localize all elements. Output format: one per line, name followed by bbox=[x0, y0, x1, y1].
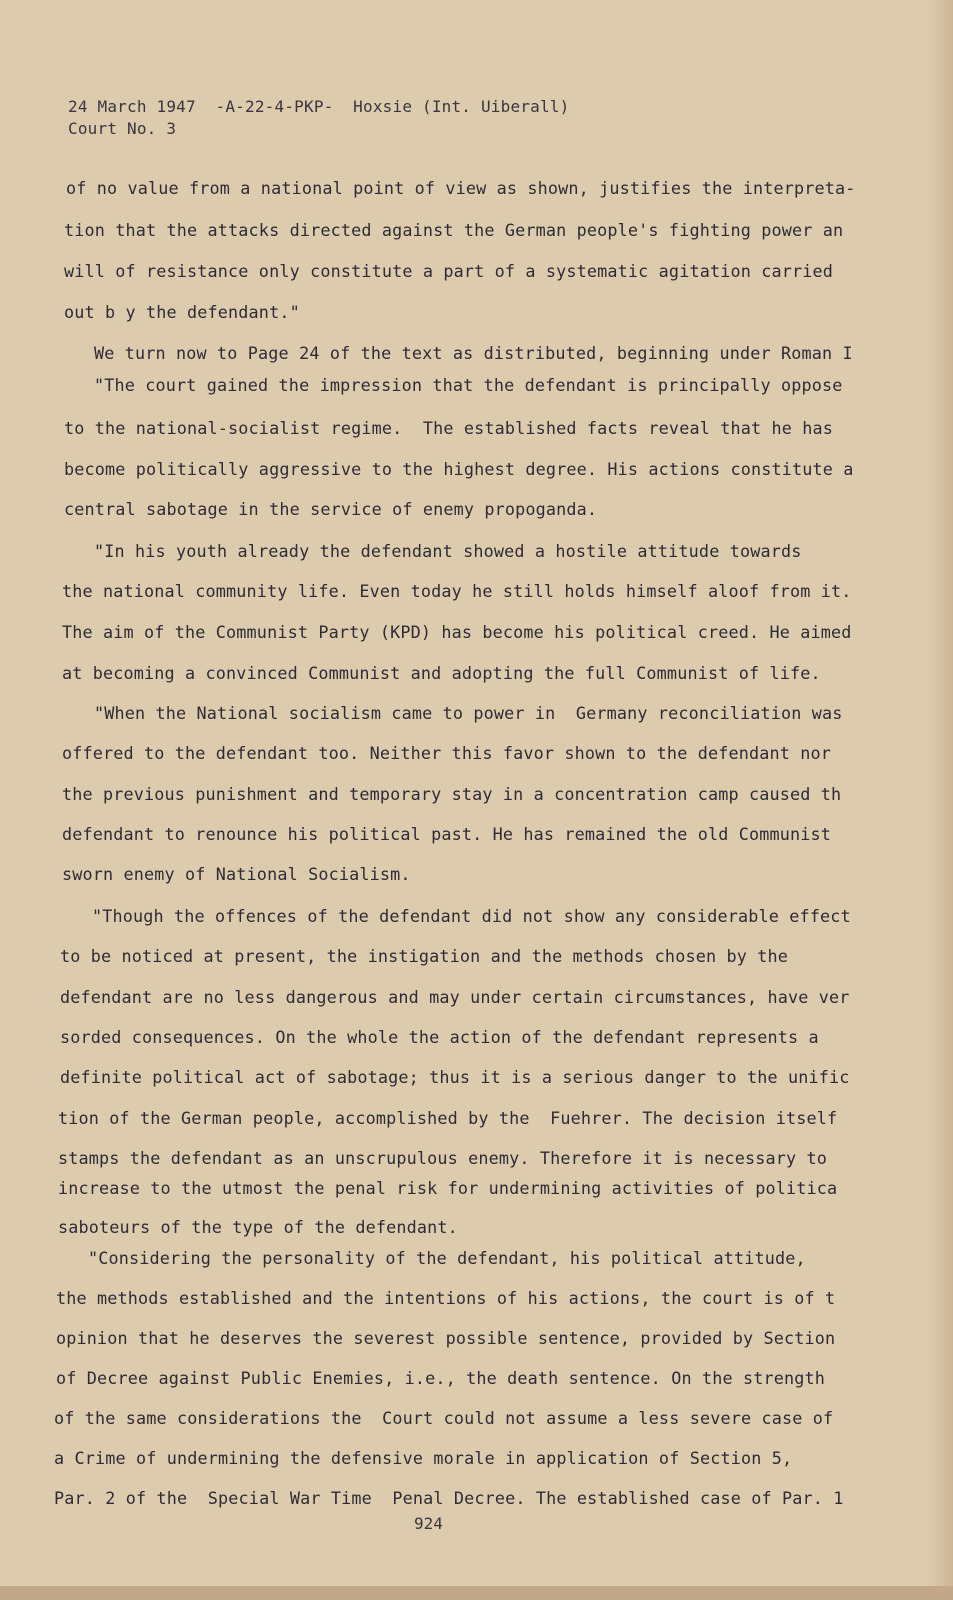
text-line: "Considering the personality of the defendant, his political attitude, bbox=[88, 1248, 806, 1268]
text-line: the previous punishment and temporary stay in a concentration camp caused th bbox=[62, 784, 842, 804]
text-line: We turn now to Page 24 of the text as distributed, beginning under Roman I bbox=[94, 343, 853, 363]
text-line: increase to the utmost the penal risk for undermining activities of politica bbox=[58, 1178, 838, 1198]
text-line: out b y the defendant." bbox=[64, 302, 300, 322]
text-line: of the same considerations the Court could not assume a less severe case of bbox=[54, 1408, 834, 1428]
text-line: sworn enemy of National Socialism. bbox=[62, 864, 411, 884]
header-court-number: Court No. 3 bbox=[68, 119, 177, 138]
text-line: stamps the defendant as an unscrupulous enemy. Therefore it is necessary to bbox=[58, 1148, 827, 1168]
text-line: tion that the attacks directed against the German people's fighting power an bbox=[64, 220, 844, 240]
text-line: The aim of the Communist Party (KPD) has become his political creed. He aimed bbox=[62, 622, 852, 642]
text-line: defendant are no less dangerous and may under certain circumstances, have ver bbox=[60, 987, 850, 1007]
text-line: the methods established and the intentions of his actions, the court is of t bbox=[56, 1288, 836, 1308]
text-line: opinion that he deserves the severest possible sentence, provided by Section bbox=[56, 1328, 836, 1348]
text-line: "Though the offences of the defendant did not show any considerable effect bbox=[92, 906, 851, 926]
text-line: to the national-socialist regime. The established facts reveal that he has bbox=[64, 418, 833, 438]
text-line: offered to the defendant too. Neither this favor shown to the defendant nor bbox=[62, 743, 831, 763]
text-line: Par. 2 of the Special War Time Penal Decree. The established case of Par. 1 bbox=[54, 1488, 844, 1508]
text-line: central sabotage in the service of enemy propoganda. bbox=[64, 499, 598, 519]
text-line: at becoming a convinced Communist and adopting the full Communist of life. bbox=[62, 663, 821, 683]
text-line: become politically aggressive to the highest degree. His actions constitute a bbox=[64, 459, 854, 479]
text-line: definite political act of sabotage; thus it is a serious danger to the unific bbox=[60, 1067, 850, 1087]
text-line: "The court gained the impression that the defendant is principally oppose bbox=[94, 375, 843, 395]
text-line: defendant to renounce his political past. He has remained the old Communist bbox=[62, 824, 831, 844]
text-line: saboteurs of the type of the defendant. bbox=[58, 1217, 458, 1237]
header-date-reference: 24 March 1947 -A-22-4-PKP- Hoxsie (Int. Uiberall) bbox=[68, 97, 570, 116]
text-line: sorded consequences. On the whole the action of the defendant represents a bbox=[60, 1027, 819, 1047]
text-line: the national community life. Even today he still holds himself aloof from it. bbox=[62, 581, 852, 601]
text-line: a Crime of undermining the defensive morale in application of Section 5, bbox=[54, 1448, 793, 1468]
text-line: to be noticed at present, the instigation and the methods chosen by the bbox=[60, 946, 788, 966]
text-line: will of resistance only constitute a part of a systematic agitation carried bbox=[64, 261, 833, 281]
text-line: tion of the German people, accomplished by the Fuehrer. The decision itself bbox=[58, 1108, 838, 1128]
text-line: of Decree against Public Enemies, i.e., the death sentence. On the strength bbox=[56, 1368, 825, 1388]
text-line: "When the National socialism came to power in Germany reconciliation was bbox=[94, 703, 843, 723]
text-line: "In his youth already the defendant showed a hostile attitude towards bbox=[94, 541, 802, 561]
text-line: of no value from a national point of view as shown, justifies the interpreta- bbox=[66, 178, 856, 198]
page-number: 924 bbox=[414, 1514, 443, 1533]
